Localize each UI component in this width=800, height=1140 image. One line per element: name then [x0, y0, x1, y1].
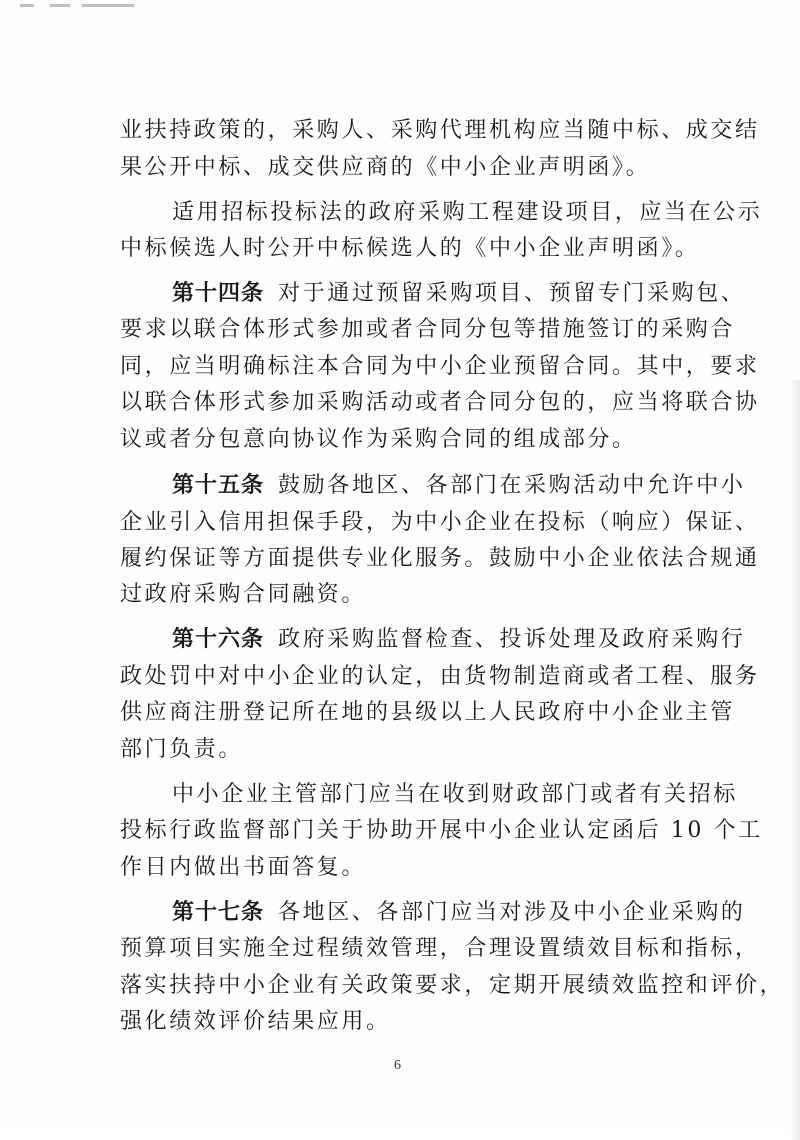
article-17-line: 第十七条 各地区、各部门应当对涉及中小企业采购的	[172, 900, 746, 925]
article-heading: 第十七条	[172, 900, 265, 925]
article-heading: 第十六条	[172, 627, 265, 652]
text-line: 投标行政监督部门关于协助开展中小企业认定函后 10 个工	[120, 818, 763, 843]
article-16-line: 第十六条 政府采购监督检查、投诉处理及政府采购行	[172, 627, 746, 652]
article-heading: 第十五条	[172, 473, 265, 498]
text-line: 政处罚中对中小企业的认定，由货物制造商或者工程、服务	[120, 664, 760, 689]
text-line: 企业引入信用担保手段，为中小企业在投标（响应）保证、	[120, 510, 760, 535]
text-line: 作日内做出书面答复。	[120, 855, 367, 880]
text-line: 中小企业主管部门应当在收到财政部门或者有关招标	[172, 782, 738, 807]
text-line: 要求以联合体形式参加或者合同分包等措施签订的采购合	[120, 317, 736, 342]
text-line: 预算项目实施全过程绩效管理，合理设置绩效目标和指标，	[120, 936, 760, 961]
text-line: 供应商注册登记所在地的县级以上人民政府中小企业主管	[120, 700, 736, 725]
text-line: 过政府采购合同融资。	[120, 582, 367, 607]
text-line: 履约保证等方面提供专业化服务。鼓励中小企业依法合规通	[120, 546, 760, 571]
text-line: 落实扶持中小企业有关政策要求，定期开展绩效监控和评价，	[120, 973, 785, 998]
text-line: 同，应当明确标注本合同为中小企业预留合同。其中，要求	[120, 354, 760, 379]
text-line: 果公开中标、成交供应商的《中小企业声明函》。	[120, 155, 651, 180]
text-line: 强化绩效评价结果应用。	[120, 1009, 391, 1034]
text-line: 中标候选人时公开中标候选人的《中小企业声明函》。	[120, 236, 700, 261]
text-line: 以联合体形式参加采购活动或者合同分包的，应当将联合协	[120, 390, 760, 415]
article-14-line: 第十四条 对于通过预留采购项目、预留专门采购包、	[172, 281, 746, 306]
text-line: 部门负责。	[120, 737, 244, 762]
text-line: 议或者分包意向协议作为采购合同的组成部分。	[120, 427, 637, 452]
text-line: 适用招标投标法的政府采购工程建设项目，应当在公示	[172, 200, 763, 225]
text-line: 业扶持政策的，采购人、采购代理机构应当随中标、成交结	[120, 118, 760, 143]
article-heading: 第十四条	[172, 281, 265, 306]
page-number: 6	[394, 1058, 401, 1073]
article-15-line: 第十五条 鼓励各地区、各部门在采购活动中允许中小	[172, 473, 746, 498]
